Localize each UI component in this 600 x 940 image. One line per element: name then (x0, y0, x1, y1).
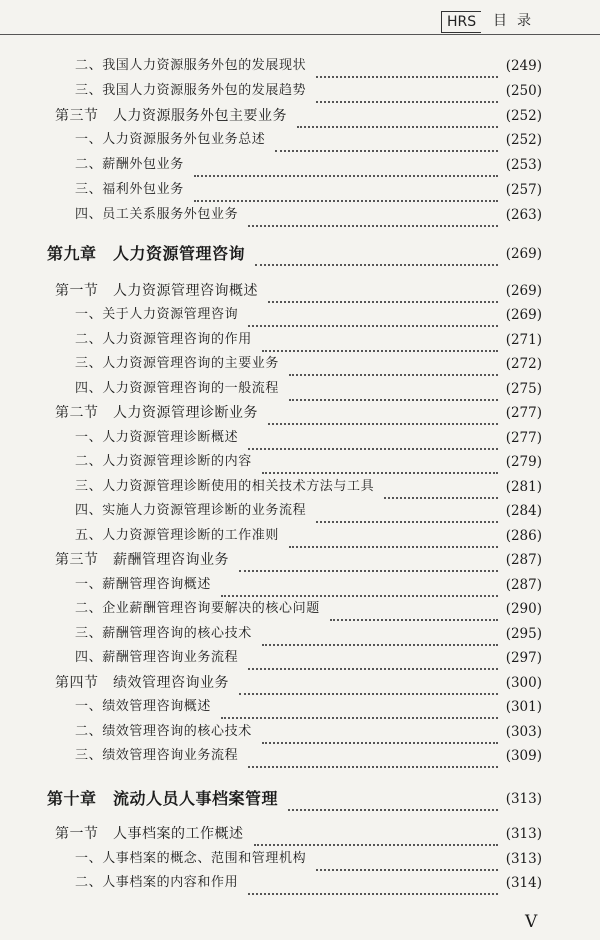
toc-item-entry (0, 154, 600, 176)
dot-leader (262, 622, 498, 646)
dot-leader (316, 79, 498, 103)
toc-entry-title: 一、人事档案的概念、范围和管理机构 (75, 851, 307, 866)
toc-page-number: (314) (505, 875, 542, 891)
dot-leader (262, 450, 498, 474)
toc-item-entry (0, 80, 600, 102)
dot-leader (221, 573, 498, 597)
toc-entry-title: 四、实施人力资源管理诊断的业务流程 (75, 503, 307, 518)
toc-page-number: (269) (505, 307, 542, 323)
toc-item-entry (0, 872, 600, 894)
toc-item-entry (0, 623, 600, 645)
toc-item-entry (0, 353, 600, 375)
toc-entry-title: 二、我国人力资源服务外包的发展现状 (75, 58, 307, 73)
toc-item-entry (0, 500, 600, 522)
toc-page-number: (253) (505, 157, 542, 173)
toc-page-number: (272) (505, 356, 542, 372)
dot-leader (254, 822, 498, 846)
dot-leader (248, 426, 498, 450)
toc-page-number: (313) (505, 851, 542, 867)
toc-chapter-entry (0, 241, 600, 267)
dot-leader (275, 128, 498, 152)
dot-leader (330, 597, 498, 621)
dot-leader (268, 279, 498, 303)
dot-leader (194, 153, 498, 177)
toc-entry-title: 二、绩效管理咨询的核心技术 (75, 724, 252, 739)
toc-page-number: (286) (505, 528, 542, 544)
toc-section-entry (0, 549, 600, 571)
toc-section-entry (0, 402, 600, 424)
toc-entry-title: 第一节 人事档案的工作概述 (55, 826, 244, 842)
toc-entry-title: 第十章 流动人员人事档案管理 (47, 789, 279, 808)
toc-entry-title: 第九章 人力资源管理咨询 (47, 244, 246, 263)
toc-entry-title: 一、绩效管理咨询概述 (75, 699, 212, 714)
dot-leader (239, 548, 498, 572)
toc-page-number: (281) (505, 479, 542, 495)
dot-leader (316, 847, 498, 871)
toc-item-entry (0, 451, 600, 473)
toc-page-number: (313) (505, 826, 542, 842)
toc-section-entry (0, 280, 600, 302)
dot-leader (289, 377, 498, 401)
toc-page-number: (279) (505, 454, 542, 470)
dot-leader (262, 720, 498, 744)
toc-entry-title: 五、人力资源管理诊断的工作准则 (75, 528, 280, 543)
toc-page-number: (250) (505, 83, 542, 99)
dot-leader (262, 328, 498, 352)
toc-entry-title: 三、我国人力资源服务外包的发展趋势 (75, 83, 307, 98)
toc-page-number: (263) (505, 207, 542, 223)
toc-entry-title: 二、企业薪酬管理咨询要解决的核心问题 (75, 601, 320, 616)
toc-page-number: (277) (505, 430, 542, 446)
dot-leader (384, 475, 498, 499)
toc-item-entry (0, 721, 600, 743)
toc-entry-title: 三、人力资源管理咨询的主要业务 (75, 356, 280, 371)
toc-entry-title: 四、人力资源管理咨询的一般流程 (75, 381, 280, 396)
toc-page-number: (257) (505, 182, 542, 198)
toc-entry-title: 二、人力资源管理咨询的作用 (75, 332, 252, 347)
toc-page-number: (313) (505, 791, 542, 807)
dot-leader (288, 787, 498, 811)
toc-entry-title: 一、薪酬管理咨询概述 (75, 577, 212, 592)
toc-item-entry (0, 525, 600, 547)
toc-item-entry (0, 329, 600, 351)
dot-leader (289, 524, 498, 548)
toc-page-number: (300) (505, 675, 542, 691)
toc-section-entry (0, 672, 600, 694)
toc-page-number: (277) (505, 405, 542, 421)
toc-entry-title: 第三节 薪酬管理咨询业务 (55, 552, 229, 568)
toc-item-entry (0, 696, 600, 718)
toc-page-number: (271) (505, 332, 542, 348)
toc-page-number: (269) (505, 283, 542, 299)
toc-entry-title: 一、人力资源管理诊断概述 (75, 430, 239, 445)
dot-leader (248, 646, 498, 670)
toc-page-number: (252) (505, 108, 542, 124)
toc-entry-title: 一、人力资源服务外包业务总述 (75, 132, 266, 147)
toc-item-entry (0, 848, 600, 870)
header-tag: HRS (441, 11, 481, 33)
toc-entry-title: 四、员工关系服务外包业务 (75, 207, 239, 222)
toc-item-entry (0, 304, 600, 326)
toc-item-entry (0, 378, 600, 400)
toc-entry-title: 第四节 绩效管理咨询业务 (55, 675, 229, 691)
toc-item-entry (0, 204, 600, 226)
toc-page-number: (252) (505, 132, 542, 148)
toc-item-entry (0, 647, 600, 669)
toc-chapter-entry (0, 786, 600, 812)
toc-page-number: (290) (505, 601, 542, 617)
toc-page-number: (287) (505, 577, 542, 593)
toc-page-number: (249) (505, 58, 542, 74)
dot-leader (194, 178, 498, 202)
dot-leader (316, 499, 498, 523)
dot-leader (239, 671, 498, 695)
toc-item-entry (0, 129, 600, 151)
toc-section-entry (0, 105, 600, 127)
toc-entry-title: 第一节 人力资源管理咨询概述 (55, 283, 258, 299)
toc-item-entry (0, 179, 600, 201)
toc-item-entry (0, 427, 600, 449)
toc-item-entry (0, 476, 600, 498)
dot-leader (255, 242, 498, 266)
toc-page-number: (284) (505, 503, 542, 519)
toc-page-number: (297) (505, 650, 542, 666)
dot-leader (268, 401, 498, 425)
dot-leader (248, 303, 498, 327)
toc-entry-title: 三、薪酬管理咨询的核心技术 (75, 626, 252, 641)
toc-entry-title: 三、福利外包业务 (75, 182, 184, 197)
toc-page-number: (303) (505, 724, 542, 740)
toc-entry-title: 二、薪酬外包业务 (75, 157, 184, 172)
toc-entry-title: 一、关于人力资源管理咨询 (75, 307, 239, 322)
toc-entry-title: 三、人力资源管理诊断使用的相关技术方法与工具 (75, 479, 375, 494)
toc-entry-title: 四、薪酬管理咨询业务流程 (75, 650, 239, 665)
toc-page-number: (287) (505, 552, 542, 568)
toc-page-number: (295) (505, 626, 542, 642)
dot-leader (248, 203, 498, 227)
dot-leader (248, 871, 498, 895)
dot-leader (248, 744, 498, 768)
toc-page-number: (309) (505, 748, 542, 764)
toc-page-number: (269) (505, 246, 542, 262)
toc-item-entry (0, 574, 600, 596)
page-folio: V (525, 912, 538, 932)
toc-item-entry (0, 745, 600, 767)
dot-leader (289, 352, 498, 376)
toc-entry-title: 第二节 人力资源管理诊断业务 (55, 405, 258, 421)
toc-entry-title: 二、人事档案的内容和作用 (75, 875, 239, 890)
toc-entry-title: 二、人力资源管理诊断的内容 (75, 454, 252, 469)
toc-page-number: (275) (505, 381, 542, 397)
toc-section-entry (0, 823, 600, 845)
toc-page-number: (301) (505, 699, 542, 715)
toc-item-entry (0, 55, 600, 77)
dot-leader (297, 104, 498, 128)
toc-item-entry (0, 598, 600, 620)
toc-entry-title: 第三节 人力资源服务外包主要业务 (55, 108, 287, 124)
dot-leader (316, 54, 498, 78)
toc-entry-title: 三、绩效管理咨询业务流程 (75, 748, 239, 763)
header-title: 目录 (493, 13, 541, 29)
dot-leader (221, 695, 498, 719)
